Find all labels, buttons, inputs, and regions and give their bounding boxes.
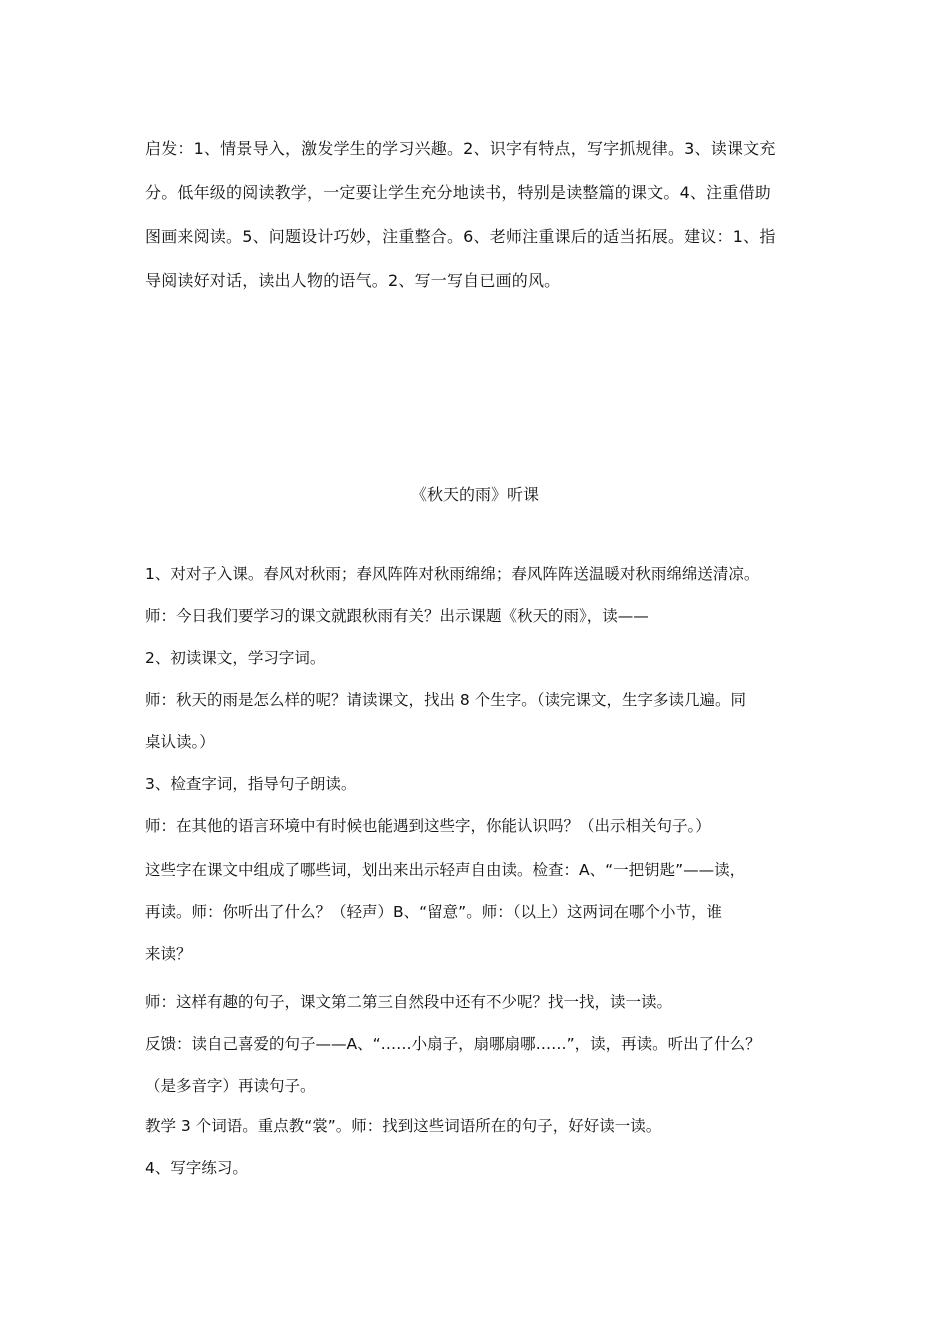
note-check-line-3: 来读？ [145, 945, 192, 963]
intro-paragraph [145, 127, 810, 303]
note-step-3: 3、检查字词，指导句子朗读。 [145, 775, 357, 793]
note-feedback-line-1: 反馈：读自己喜爱的句子——A、“……小扇子，扇哪扇哪……”，读，再读。听出了什么？ [145, 1035, 761, 1053]
note-check-line-1: 这些字在课文中组成了哪些词，划出来出示轻声自由读。检查：A、“一把钥匙”——读， [145, 861, 746, 879]
note-vocab: 教学 3 个词语。重点教“裳”。师：找到这些词语所在的句子，好好读一读。 [145, 1117, 662, 1135]
note-teacher-3: 师：在其他的语言环境中有时候也能遇到这些字，你能认识吗？（出示相关句子。） [145, 817, 711, 835]
note-step-1: 1、对对子入课。春风对秋雨；春风阵阵对秋雨绵绵；春风阵阵送温暖对秋雨绵绵送清凉。 [145, 565, 760, 583]
note-feedback [145, 1029, 810, 1101]
note-check [145, 849, 810, 975]
intro-line-2: 分。低年级的阅读教学，一定要让学生充分地读书，特别是读整篇的课文。4、注重借助 [145, 183, 771, 202]
note-check-line-2: 再读。师：你听出了什么？（轻声）B、“留意”。师：（以上）这两词在哪个小节，谁 [145, 903, 722, 921]
note-teacher-2-line-2: 桌认读。） [145, 733, 215, 751]
intro-line-3: 图画来阅读。5、问题设计巧妙，注重整合。6、老师注重课后的适当拓展。建议：1、指 [145, 227, 776, 246]
note-teacher-2 [145, 685, 810, 757]
note-step-2: 2、初读课文，学习字词。 [145, 649, 326, 667]
note-teacher-4: 师：这样有趣的句子，课文第二第三自然段中还有不少呢？找一找，读一读。 [145, 993, 673, 1011]
section-title: 《秋天的雨》听课 [410, 485, 539, 504]
intro-line-4: 导阅读好对话，读出人物的语气。2、写一写自已画的风。 [145, 271, 561, 290]
note-step-4: 4、写字练习。 [145, 1159, 248, 1177]
note-feedback-line-2: （是多音字）再读句子。 [145, 1077, 316, 1095]
note-teacher-1: 师：今日我们要学习的课文就跟秋雨有关？出示课题《秋天的雨》，读—— [145, 607, 649, 625]
note-teacher-2-line-1: 师：秋天的雨是怎么样的呢？请读课文，找出 8 个生字。（读完课文，生字多读几遍。同 [145, 691, 746, 709]
lesson-notes [145, 559, 810, 1183]
intro-line-1: 启发：1、情景导入，激发学生的学习兴趣。2、识字有特点，写字抓规律。3、读课文充 [145, 139, 776, 158]
